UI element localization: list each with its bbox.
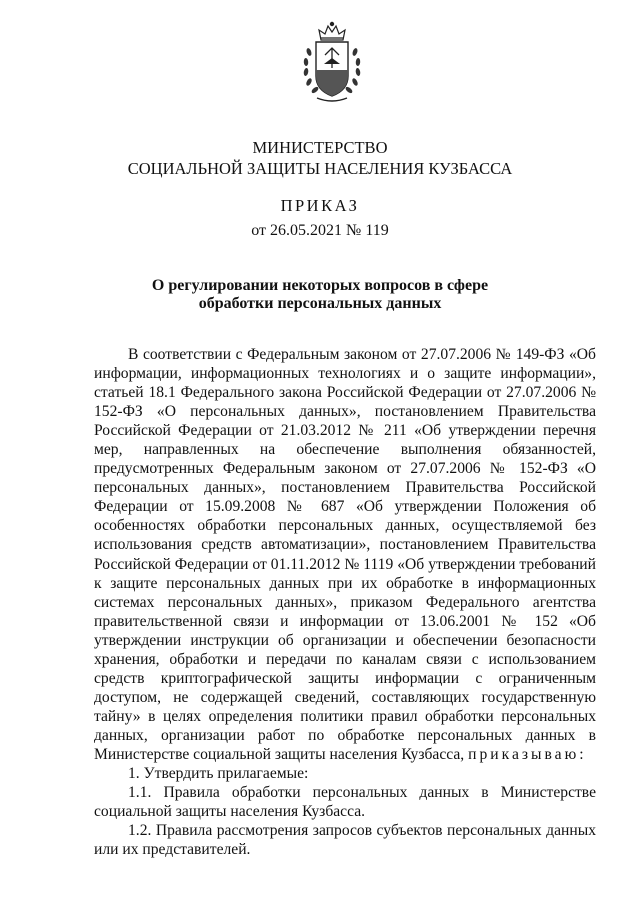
preamble-paragraph — [94, 345, 596, 764]
item-1: 1. Утвердить прилагаемые: — [128, 765, 309, 783]
ministry-name-line-1: МИНИСТЕРСТВО — [252, 138, 388, 157]
item-1-1: 1.1. Правила обработки персональных данных в Министерстве социальной защиты населения Кузбасса. — [94, 784, 596, 821]
document-body — [94, 345, 596, 859]
document-title-line-1: О регулировании некоторых вопросов в сфере — [151, 277, 489, 294]
document-type: ПРИКАЗ — [280, 196, 360, 215]
ministry-name-line-2: СОЦИАЛЬНОЙ ЗАЩИТЫ НАСЕЛЕНИЯ КУЗБАССА — [127, 159, 513, 178]
document-title-line-2: обработки персональных данных — [198, 295, 442, 312]
preamble-text: В соответствии с Федеральным законом от 27.07.2006 № 149-ФЗ «Об информации, информационных технологиях и о защите информации», статьей 18.1 Федерального закона Российской Федерации от 27.07.2006 № 152-ФЗ «О персональных данных», постановлением Правительства Российской Федерации от 21.03.2012 № 211 «Об утверждении перечня мер, направленных на обеспечение выполнения обязанностей, предусмотренных Федеральным законом от 27.07.2006 № 152-ФЗ «О персональных данных», постановлением Правительства Российской Федерации от 15.09.2008 № 687 «Об утверждении Положения об особенностях обработки персональных данных, осуществляемой без использования средств автоматизации», постановлением Правительства Российской Федерации от 01.11.2012 № 1119 «Об утверждении требований к защите персональных данных при их обработке в информационных системах персональных данных», приказом Федерального агентства правительственной связи и информации от 13.06.2001 № 152 «Об утверждении инструкции об организации и обеспечении безопасности хранения, обработки и передачи по каналам связи с использованием средств криптографической защиты информации с ограниченным доступом, не содержащей сведений, составляющих государственную тайну» в целях определения политики правил обработки персональных данных, организации работ по обработке персональных данных в Министерстве социальной защиты населения Кузбасса, — [94, 346, 596, 763]
item-1-2: 1.2. Правила рассмотрения запросов субъектов персональных данных или их представителей. — [94, 822, 596, 859]
order-word: приказываю: — [468, 745, 587, 763]
ribbon-icon — [317, 98, 347, 101]
crown-icon — [319, 22, 345, 40]
coat-of-arms-icon — [297, 18, 367, 106]
order-date-number: от 26.05.2021 № 119 — [251, 222, 389, 239]
shield-icon — [316, 42, 348, 96]
